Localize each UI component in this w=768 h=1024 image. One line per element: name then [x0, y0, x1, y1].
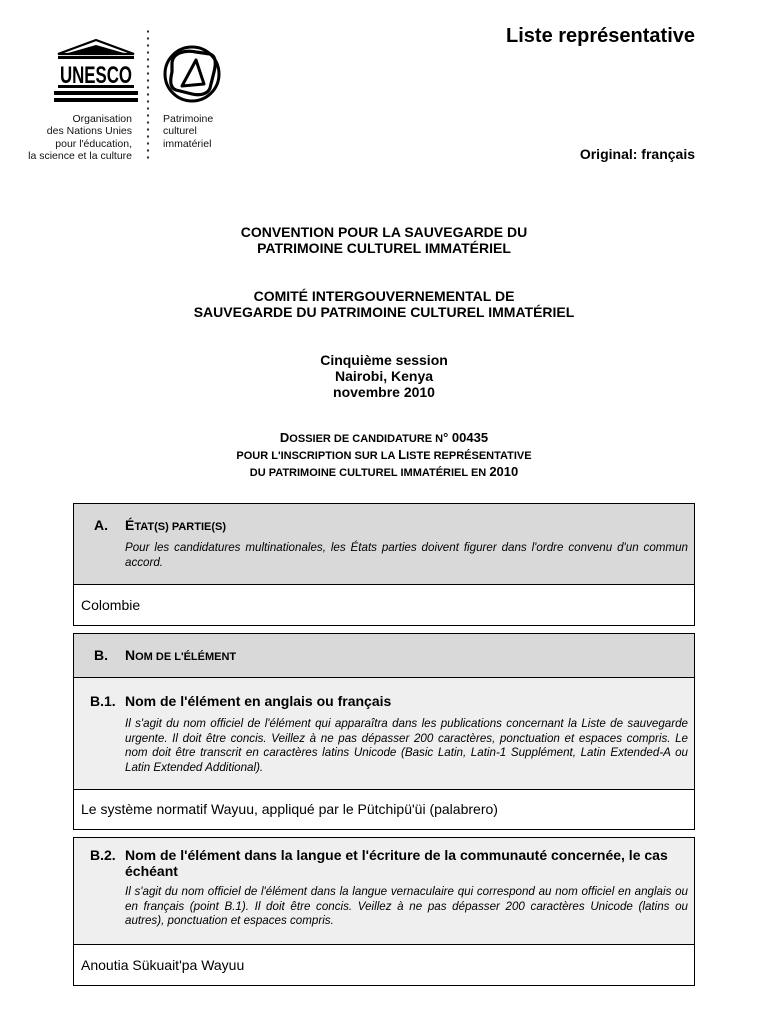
- section-b2-answer: Anoutia Sükuait'pa Wayuu: [73, 944, 695, 986]
- document-title: Liste représentative: [506, 25, 695, 47]
- convention-title: CONVENTION POUR LA SAUVEGARDE DU PATRIMOINE CULTUREL IMMATÉRIEL: [240, 224, 528, 257]
- section-b2-title: Nom de l'élément dans la langue et l'écriture de la communauté concernée, le cas échéant: [125, 847, 668, 879]
- section-a-instructions: Pour les candidatures multinationales, les États parties doivent figurer dans l'ordre convenu d'un commun accord.: [125, 541, 688, 569]
- ich-logo-icon: [160, 42, 224, 106]
- section-a-title: ÉTAT(S) PARTIE(S): [125, 517, 226, 533]
- section-a-answer: Colombie: [73, 584, 695, 625]
- committee-title: COMITÉ INTERGOUVERNEMENTAL DE SAUVEGARDE DU PATRIMOINE CULTUREL IMMATÉRIEL: [193, 288, 575, 321]
- original-language: Original: français: [579, 146, 695, 162]
- dossier-title: DOSSIER DE CANDIDATURE N° 00435 POUR L'INSCRIPTION SUR LA LISTE REPRÉSENTATIVE DU PATRIMOINE CULTUREL IMMATÉRIEL EN 2010: [236, 430, 532, 479]
- section-a-header: A. ÉTAT(S) PARTIE(S) Pour les candidatures multinationales, les États parties doivent figurer dans l'ordre convenu d'un commun accord.: [73, 503, 695, 584]
- section-b-header: B. NOM DE L'ÉLÉMENT: [73, 633, 695, 677]
- nomination-form: [73, 503, 695, 986]
- section-b1-header: B.1. Nom de l'élément en anglais ou français Il s'agit du nom officiel de l'élément qui apparaîtra dans les publications concernant la Liste de sauvegarde urgente. Il doit être concis. Veillez à ne pas dépasser 200 caractères, ponctuation et espaces compris. Le nom doit être transcrit en caractères latins Unicode (Basic Latin, Latin-1 Supplément, Latin Extended-A ou Latin Extended Additional).: [73, 677, 695, 789]
- section-b1-title: Nom de l'élément en anglais ou français: [125, 693, 392, 709]
- section-b-title: NOM DE L'ÉLÉMENT: [125, 647, 237, 663]
- section-b1-instructions: Il s'agit du nom officiel de l'élément qui apparaîtra dans les publications concernant la Liste de sauvegarde urgente. Il doit être concis. Veillez à ne pas dépasser 200 caractères, ponctuation et espaces compris. Le nom doit être transcrit en caractères latins Unicode (Basic Latin, Latin-1 Supplément, Latin Extended-A ou Latin Extended Additional).: [125, 717, 688, 774]
- unesco-logo-icon: [54, 38, 138, 104]
- section-b2-instructions: Il s'agit du nom officiel de l'élément dans la langue vernaculaire qui correspond au nom officiel en anglais ou en français (point B.1). Il doit être concis. Veillez à ne pas dépasser 200 caractères Unicode (latins ou autres), ponctuation et espaces compris.: [125, 885, 688, 928]
- section-b2-header: B.2. Nom de l'élément dans la langue et l'écriture de la communauté concernée, le cas échéant Il s'agit du nom officiel de l'élément dans la langue vernaculaire qui correspond au nom officiel en anglais ou en français (point B.1). Il doit être concis. Veillez à ne pas dépasser 200 caractères Unicode (latins ou autres), ponctuation et espaces compris.: [73, 837, 695, 944]
- session-info: Cinquième session Nairobi, Kenya novembre 2010: [320, 352, 448, 401]
- org-name: Organisation des Nations Unies pour l'éducation, la science et la culture: [28, 113, 132, 162]
- unesco-logo-text: UNESCO: [60, 62, 132, 89]
- dotted-divider: [146, 28, 150, 163]
- ich-name: Patrimoine culturel immatériel: [163, 113, 214, 150]
- section-b1-answer: Le système normatif Wayuu, appliqué par le Pütchipü'üi (palabrero): [73, 789, 695, 829]
